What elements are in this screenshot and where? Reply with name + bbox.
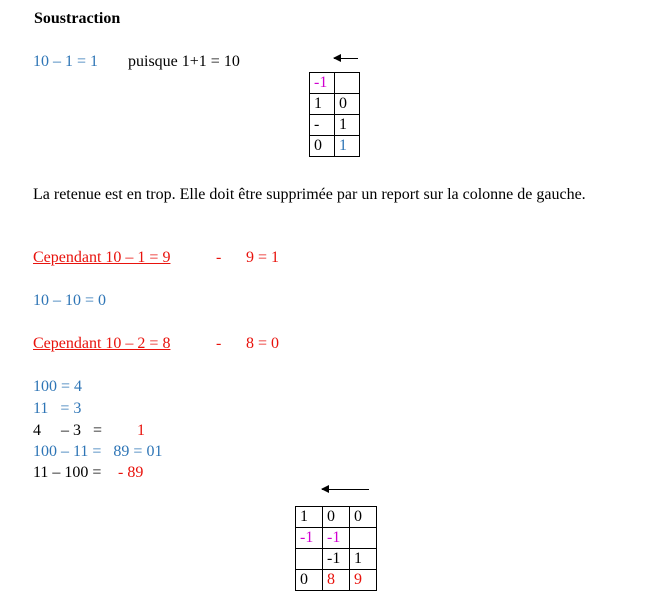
left-arrow-icon [322, 489, 369, 490]
cependant-result-1: 9 = 1 [246, 249, 280, 266]
conversion-100: 100 = 4 [33, 378, 83, 395]
table-row [310, 136, 360, 157]
cependant-line-1: Cependant 10 – 1 = 9 [33, 249, 171, 266]
subtraction-100-11: 100 – 11 = 89 = 01 [33, 443, 163, 460]
equation-10-minus-10: 10 – 10 = 0 [33, 292, 107, 309]
table-cell: 0 [310, 136, 335, 157]
table-cell: 0 [296, 570, 323, 591]
table-cell: 1 [310, 94, 335, 115]
table-cell: 0 [323, 507, 350, 528]
table-cell: -1 [296, 528, 323, 549]
cependant-separator-1: - [216, 249, 222, 266]
cependant-result-2: 8 = 0 [246, 335, 280, 352]
table-row [310, 73, 360, 94]
conversion-11: 11 = 3 [33, 400, 82, 417]
explanation-text: puisque 1+1 = 10 [128, 53, 240, 70]
subtraction-table-2 [295, 506, 377, 591]
table-cell: -1 [323, 549, 350, 570]
subtraction-11-100: 11 – 100 = [33, 464, 102, 481]
subtraction-4-3-result: 1 [137, 422, 145, 439]
page-title: Soustraction [34, 10, 121, 27]
table-cell [335, 73, 360, 94]
equation-10-minus-1: 10 – 1 = 1 [33, 53, 99, 70]
table-row [310, 94, 360, 115]
table-cell: 0 [335, 94, 360, 115]
cependant-line-2: Cependant 10 – 2 = 8 [33, 335, 171, 352]
table-cell: -1 [310, 73, 335, 94]
table-cell [350, 528, 377, 549]
table-cell: 8 [323, 570, 350, 591]
table-cell: 1 [296, 507, 323, 528]
table-cell: -1 [323, 528, 350, 549]
table-cell: 1 [350, 549, 377, 570]
table-row [296, 528, 377, 549]
subtraction-11-100-result: - 89 [118, 464, 144, 481]
subtraction-table-1 [309, 72, 360, 157]
table-cell: 0 [350, 507, 377, 528]
table-cell [296, 549, 323, 570]
left-arrow-icon [334, 58, 358, 59]
table-row [296, 570, 377, 591]
table-row [296, 549, 377, 570]
table-row [310, 115, 360, 136]
table-cell: 1 [335, 115, 360, 136]
subtraction-4-3: 4 – 3 = [33, 422, 103, 439]
table-cell: 1 [335, 136, 360, 157]
table-row [296, 507, 377, 528]
paragraph-retenue: La retenue est en trop. Elle doit être supprimée par un report sur la colonne de gauche. [33, 186, 586, 203]
cependant-separator-2: - [216, 335, 222, 352]
table-cell: - [310, 115, 335, 136]
table-cell: 9 [350, 570, 377, 591]
